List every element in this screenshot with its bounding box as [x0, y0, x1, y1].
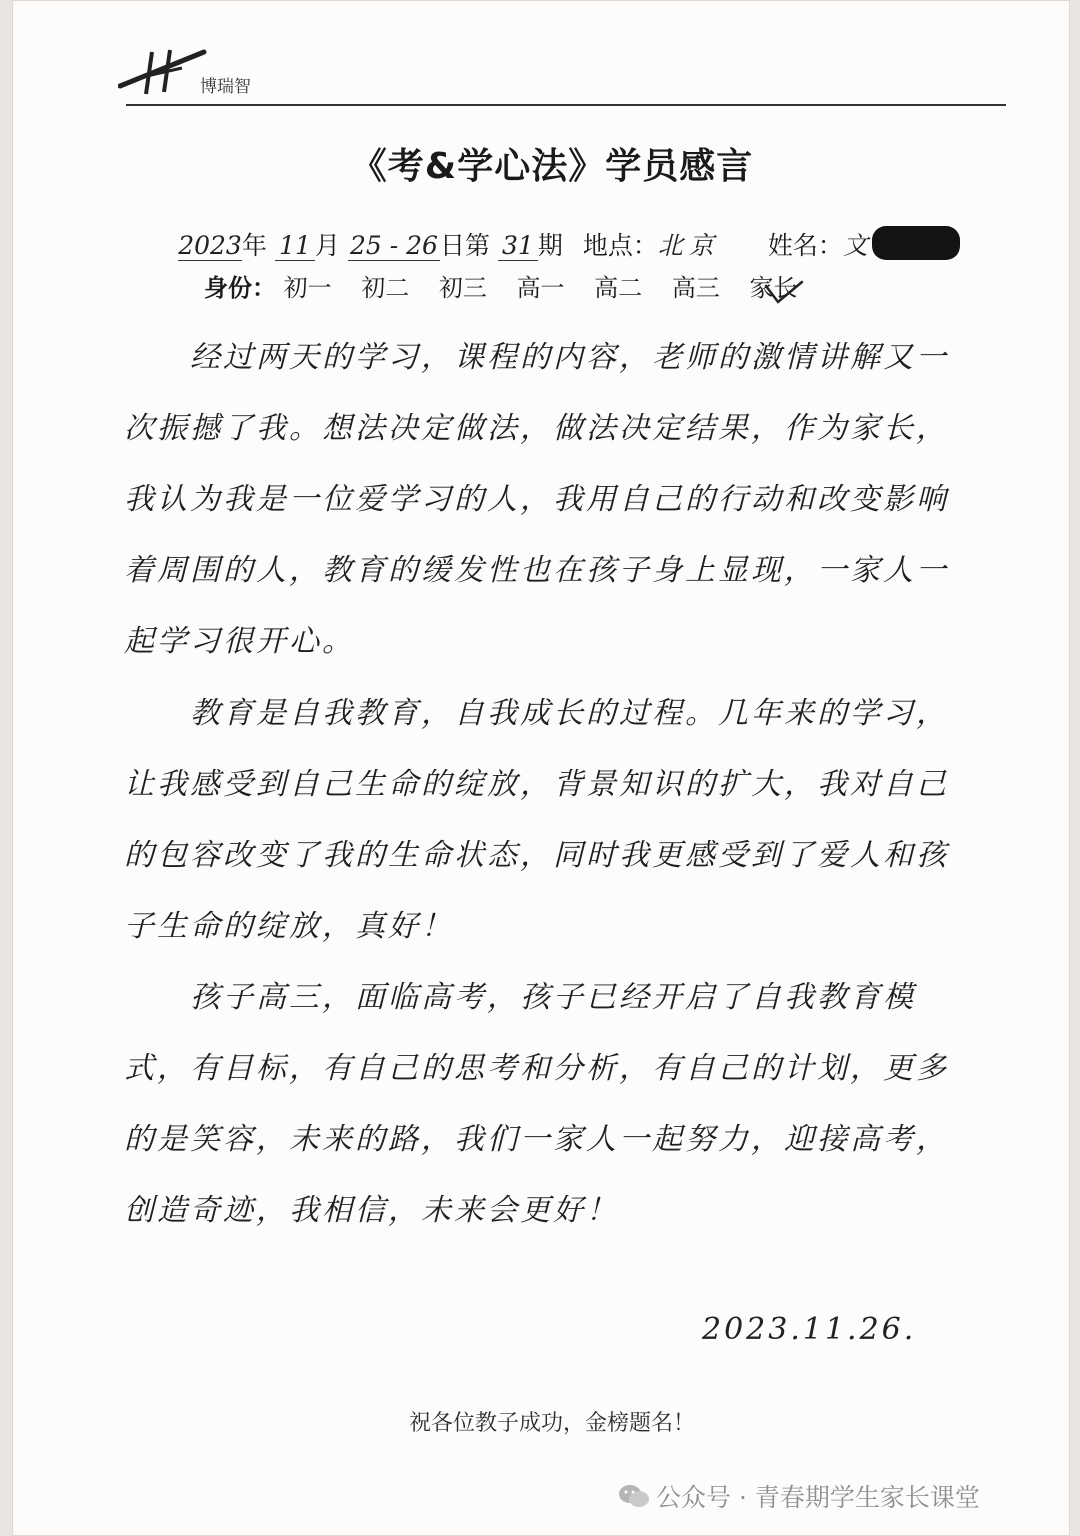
- identity-option: 初一: [283, 274, 332, 302]
- body-paragraph-3: 孩子高三，面临高考，孩子已经开启了自我教育模式，有目标，有自己的思考和分析，有自己的计划，更多的是笑容，未来的路，我们一家人一起努力，迎接高考，创造奇迹，我相信，未来会更好！: [124, 980, 949, 1228]
- year-value: 2023: [178, 231, 242, 260]
- footer-blessing: 祝各位教子成功，金榜题名！: [408, 1411, 695, 1436]
- location-label: 地点：: [582, 231, 658, 260]
- session-label: 期: [537, 231, 563, 260]
- identity-option-selected: 家长: [749, 274, 798, 302]
- identity-option: 初二: [361, 274, 410, 302]
- identity-option: 高三: [671, 274, 720, 302]
- session-value: 31: [498, 231, 538, 261]
- watermark-text: 公众号 · 青春期学生家长课堂: [656, 1483, 980, 1512]
- checkmark-icon: [764, 280, 804, 304]
- body-paragraph-1: 经过两天的学习，课程的内容，老师的激情讲解又一次振撼了我。想法决定做法，做法决定结果，作为家长，我认为我是一位爱学习的人，我用自己的行动和改变影响着周围的人，教育的缓发性也在孩子身上显现，一家人一起学习很开心。: [124, 340, 949, 659]
- month-value: 11: [275, 231, 315, 261]
- identity-option: 高二: [594, 274, 643, 302]
- body-paragraph-2: 教育是自我教育，自我成长的过程。几年来的学习，让我感受到自己生命的绽放，背景知识的扩大，我对自己的包容改变了我的生命状态，同时我更感受到了爱人和孩子生命的绽放，真好！: [124, 696, 949, 944]
- location-value: 北京: [657, 231, 720, 260]
- header-divider: [126, 104, 1006, 106]
- signature-date: 2023.11.26.: [702, 1312, 917, 1347]
- wechat-icon: [618, 1483, 650, 1509]
- name-label: 姓名：: [767, 231, 843, 260]
- name-redaction: [872, 226, 960, 260]
- name-value: 文: [842, 231, 868, 260]
- brand-logo-mark: [118, 42, 210, 96]
- identity-line: [204, 268, 797, 303]
- day-label: 日第: [439, 231, 490, 260]
- month-label: 月: [314, 231, 340, 260]
- brand-logo: [118, 42, 210, 96]
- days-value: 25 - 26: [348, 231, 440, 261]
- identity-option: 初三: [438, 274, 487, 302]
- identity-option: 高一: [516, 274, 565, 302]
- session-info-line: [178, 226, 960, 262]
- brand-name: 博瑞智: [200, 77, 251, 97]
- year-label: 年: [242, 231, 268, 260]
- page-title: 《考&学心法》学员感言: [350, 146, 754, 187]
- paper-sheet: [12, 0, 1070, 1536]
- identity-label: 身份：: [204, 274, 276, 302]
